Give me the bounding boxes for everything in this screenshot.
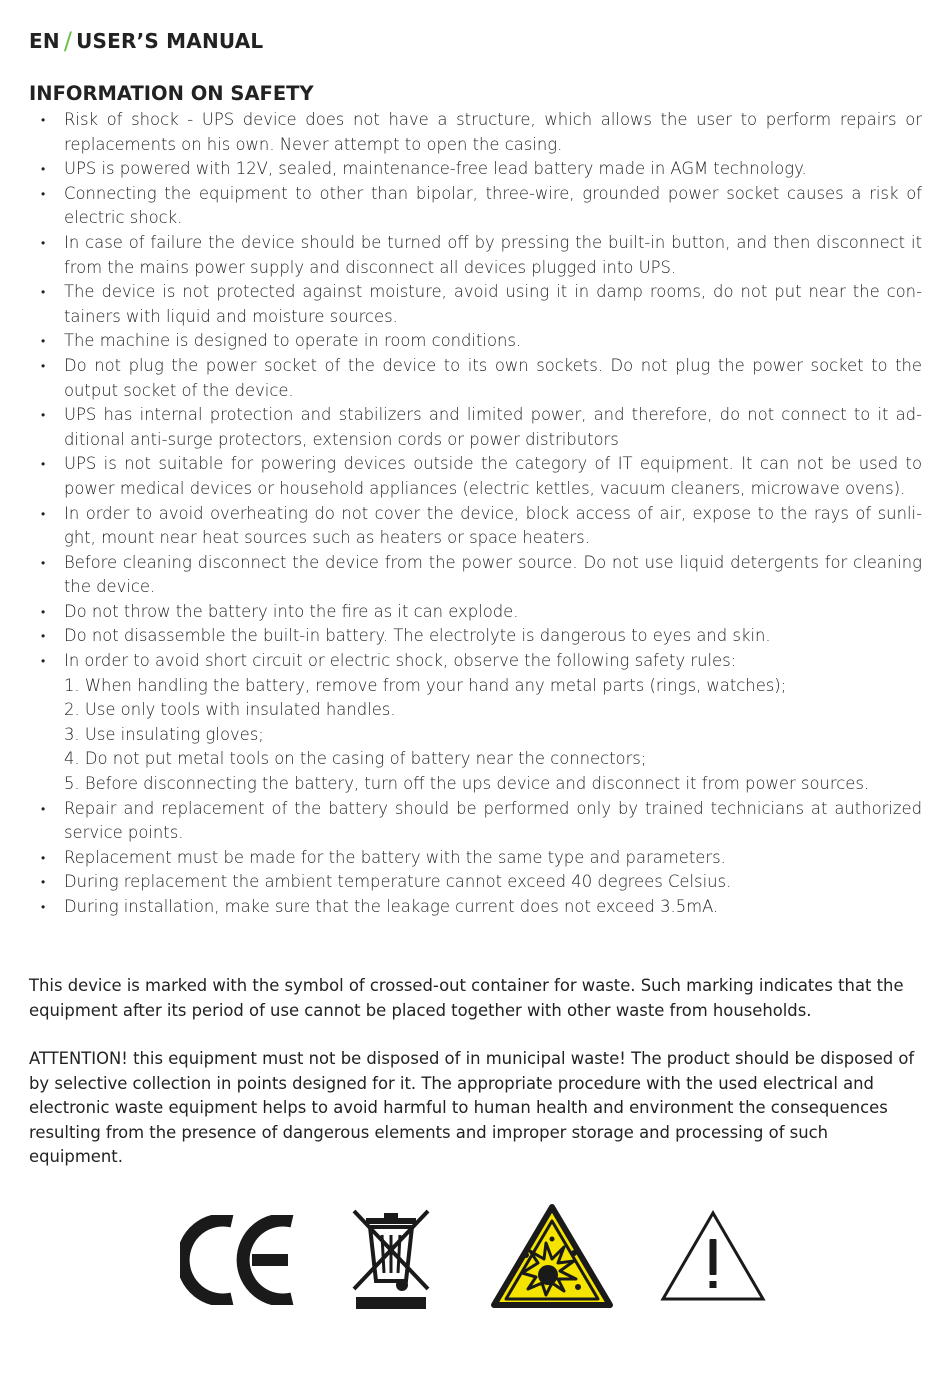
safety-item: • During replacement the ambient temperature cannot exceed 40 degrees Celsius. bbox=[29, 870, 922, 895]
safety-item: • Do not disassemble the built-in battery. The electrolyte is dangerous to eyes and skin. bbox=[29, 624, 922, 649]
safety-item: • The machine is designed to operate in room conditions. bbox=[29, 329, 922, 354]
safety-item: • In order to avoid overheating do not cover the device, block access of air, expose to the rays of sunlight, mount near heat sources such as heaters or space heaters. bbox=[29, 502, 922, 551]
explosive-hazard-icon bbox=[490, 1203, 614, 1311]
safety-list bbox=[29, 108, 922, 674]
safety-content bbox=[29, 108, 922, 920]
certification-icons bbox=[0, 1195, 950, 1315]
safety-item: • Risk of shock - UPS device does not have a structure, which allows the user to perform repairs or replacements on his own. Never attempt to open the casing. bbox=[29, 108, 922, 157]
rule-item: 4. Do not put metal tools on the casing of battery near the connectors; bbox=[64, 749, 647, 769]
safety-list-continued bbox=[29, 797, 922, 920]
battery-rules-list bbox=[29, 674, 922, 797]
rule-item: 5. Before disconnecting the battery, turn off the ups device and disconnect it from power sources. bbox=[64, 774, 870, 794]
rule-item: 3. Use insulating gloves; bbox=[64, 724, 264, 744]
document-header bbox=[29, 26, 263, 54]
safety-item: • UPS is powered with 12V, sealed, maintenance-free lead battery made in AGM technology. bbox=[29, 157, 922, 182]
safety-item: • Replacement must be made for the battery with the same type and parameters. bbox=[29, 846, 922, 871]
section-title: INFORMATION ON SAFETY bbox=[29, 82, 314, 105]
attention-paragraph: ATTENTION! this equipment must not be disposed of in municipal waste! The product should be disposed of by selective collection in points designed for it. The appropriate procedure with the used electrical and electronic waste equipment helps to avoid harmful to human health and environment the consequences resulting from the presence of dangerous elements and improper storage and processing of such equipment. bbox=[29, 1049, 915, 1167]
safety-item: • In order to avoid short circuit or electric shock, observe the following safety rules: bbox=[29, 649, 922, 674]
language-code: EN bbox=[29, 29, 60, 53]
safety-item: • Connecting the equipment to other than bipolar, three-wire, grounded power socket causes a risk of electric shock. bbox=[29, 182, 922, 231]
safety-item: • During installation, make sure that the leakage current does not exceed 3.5mA. bbox=[29, 895, 922, 920]
document-title: USER’S MANUAL bbox=[76, 29, 264, 53]
safety-item: • Before cleaning disconnect the device from the power source. Do not use liquid detergents for cleaning the device. bbox=[29, 551, 922, 600]
safety-item: • UPS has internal protection and stabilizers and limited power, and therefore, do not connect to it additional anti-surge protectors, extension cords or power distributors bbox=[29, 403, 922, 452]
header-separator: / bbox=[63, 27, 73, 55]
rule-item: 1. When handling the battery, remove from your hand any metal parts (rings, watches); bbox=[64, 675, 787, 695]
safety-item: • Repair and replacement of the battery should be performed only by trained technicians at authorized service points. bbox=[29, 797, 922, 846]
ce-mark-icon bbox=[180, 1215, 298, 1305]
rule-item: 2. Use only tools with insulated handles. bbox=[64, 700, 396, 720]
safety-item: • The device is not protected against moisture, avoid using it in damp rooms, do not put near the containers with liquid and moisture sources. bbox=[29, 280, 922, 329]
safety-item: • Do not throw the battery into the fire as it can explode. bbox=[29, 600, 922, 625]
safety-item: • UPS is not suitable for powering devices outside the category of IT equipment. It can not be used to power medical devices or household appliances (electric kettles, vacuum cleaners, microwave ovens). bbox=[29, 452, 922, 501]
crossed-out-bin-icon bbox=[348, 1207, 434, 1313]
general-warning-icon bbox=[659, 1209, 767, 1303]
waste-marking-paragraph: This device is marked with the symbol of crossed-out container for waste. Such marking indicates that the equipment after its period of use cannot be placed together with other waste from households. bbox=[29, 976, 904, 1020]
safety-item: • In case of failure the device should be turned off by pressing the built-in button, and then disconnect it from the mains power supply and disconnect all devices plugged into UPS. bbox=[29, 231, 922, 280]
safety-item: • Do not plug the power socket of the device to its own sockets. Do not plug the power socket to the output socket of the device. bbox=[29, 354, 922, 403]
